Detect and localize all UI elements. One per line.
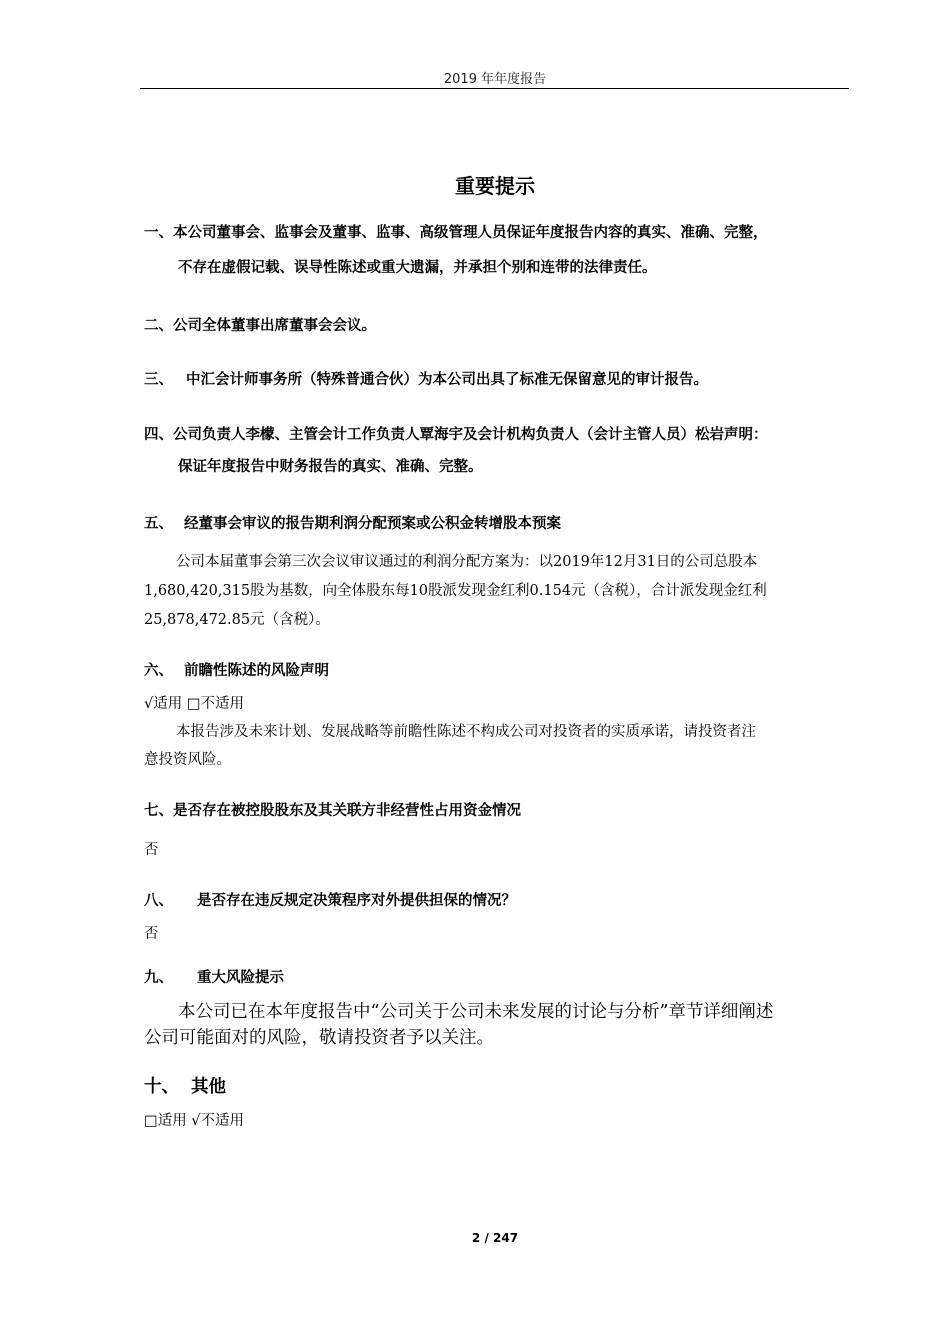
page-number: 2 / 247	[471, 1231, 519, 1245]
item-9-heading-text: 重大风险提示	[197, 970, 284, 986]
item-6-heading-text: 前瞻性陈述的风险声明	[184, 663, 329, 679]
item-2-text: 公司全体董事出席董事会会议。	[173, 318, 376, 334]
item-5-paragraph-line3: 25,878,472.85元（含税）。	[144, 612, 330, 628]
item-1-text: 本公司董事会、监事会及董事、监事、高级管理人员保证年度报告内容的真实、准确、完整，	[173, 225, 768, 241]
item-6-paragraph-line2: 意投资风险。	[144, 752, 231, 768]
item-7-number: 七、	[144, 803, 173, 819]
item-5-number: 五、	[144, 516, 173, 532]
item-2	[144, 314, 376, 335]
item-5-paragraph-line1: 公司本届董事会第三次会议审议通过的利润分配方案为：以2019年12月31日的公司总股本	[176, 554, 758, 570]
item-10-heading	[144, 1073, 226, 1098]
item-9-paragraph-line2: 公司可能面对的风险，敬请投资者予以关注。	[144, 1028, 494, 1048]
item-1-line1	[144, 221, 768, 242]
item-2-number: 二、	[144, 318, 173, 334]
item-1-number: 一、	[144, 225, 173, 241]
page-title: 重要提示	[455, 174, 535, 198]
item-9-paragraph-line1: 本公司已在本年度报告中“公司关于公司未来发展的讨论与分析”章节详细阐述	[178, 1002, 774, 1022]
item-3-text: 中汇会计师事务所（特殊普通合伙）为本公司出具了标准无保留意见的审计报告。	[186, 372, 708, 388]
item-9-heading	[144, 966, 284, 987]
item-7-heading-text: 是否存在被控股股东及其关联方非经营性占用资金情况	[173, 803, 521, 819]
item-6-heading	[144, 659, 329, 680]
header-rule	[140, 88, 849, 89]
item-6-paragraph-line1: 本报告涉及未来计划、发展战略等前瞻性陈述不构成公司对投资者的实质承诺，请投资者注	[176, 724, 756, 740]
item-3-number: 三、	[144, 372, 173, 388]
item-10-number: 十、	[144, 1077, 179, 1097]
item-3	[144, 368, 708, 389]
item-4-line1	[144, 423, 768, 444]
item-9-number: 九、	[144, 970, 173, 986]
item-5-paragraph-line2: 1,680,420,315股为基数，向全体股东每10股派发现金红利0.154元（含税），合计派发现金红利	[144, 583, 767, 599]
item-7-heading	[144, 799, 521, 820]
item-6-number: 六、	[144, 663, 173, 679]
item-8-heading	[144, 889, 516, 910]
item-4-text: 公司负责人李檬、主管会计工作负责人覃海宇及会计机构负责人（会计主管人员）松岩声明：	[173, 427, 768, 443]
page-header: 2019 年年度报告	[443, 72, 547, 87]
item-4-line2: 保证年度报告中财务报告的真实、准确、完整。	[178, 459, 483, 475]
item-10-applicability: □适用 √不适用	[144, 1113, 245, 1129]
item-5-heading-text: 经董事会审议的报告期利润分配预案或公积金转增股本预案	[184, 516, 561, 532]
item-8-answer: 否	[144, 926, 159, 942]
item-1-line2: 不存在虚假记载、误导性陈述或重大遗漏，并承担个别和连带的法律责任。	[178, 260, 657, 276]
item-8-heading-text: 是否存在违反规定决策程序对外提供担保的情况？	[197, 893, 516, 909]
item-7-answer: 否	[144, 842, 159, 858]
item-5-heading	[144, 512, 561, 533]
item-6-applicability: √适用 □不适用	[144, 696, 245, 712]
item-4-number: 四、	[144, 427, 173, 443]
item-10-heading-text: 其他	[191, 1077, 226, 1097]
item-8-number: 八、	[144, 893, 173, 909]
